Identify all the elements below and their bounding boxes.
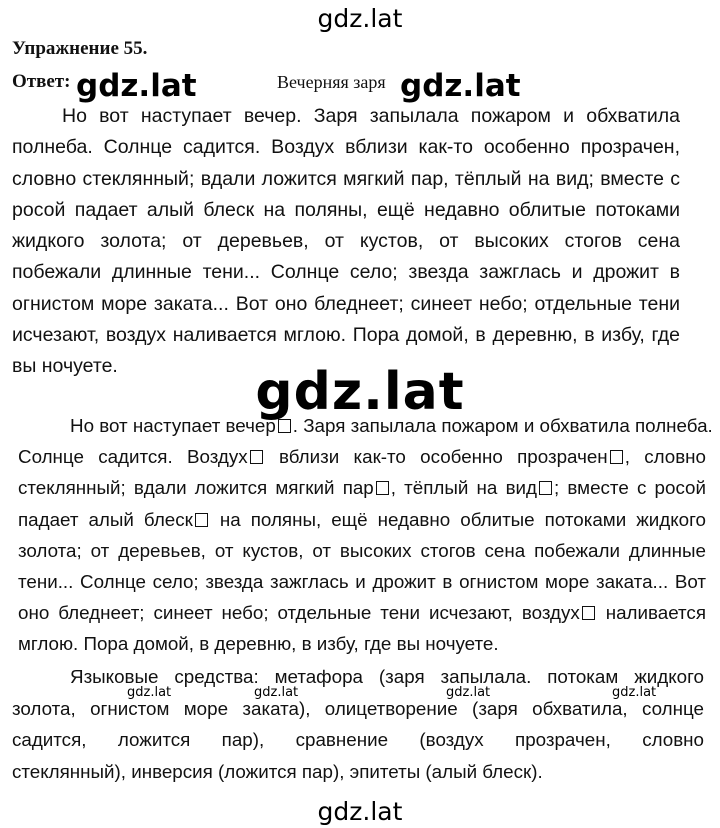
language-means — [12, 661, 704, 787]
watermark-answer-left: gdz.lat — [76, 68, 197, 104]
marked-line: оно бледнеет; синеет небо; отдельные тени исчезают, воздух наливается — [18, 602, 706, 624]
marked-line: мглою. Пора домой, в деревню, в избу, где вы ночуете. — [18, 633, 499, 655]
marked-line: Солнце садится. Воздух вблизи как-то особенно прозрачен , словно — [18, 446, 706, 468]
original-text-paragraph: Но вот наступает вечер. Заря запылала пожаром и обхватила полнеба. Солнце садится. Воздух вблизи как-то особенно прозрачен, словно стеклянный; вдали ложится мягкий пар, тёплый на вид; вместе с росой падает алый блеск на поляны, ещё недавно облитые потоками жидкого золота; от деревьев, от кустов, от высоких стогов сена побежали длинные тени... Солнце село; звезда зажглась и дрожит в огнистом море заката... Вот оно бледнеет; синеет небо; отдельные тени исчезают, воздух наливается мглою. Пора домой, в деревню, в избу, где вы ночуете. — [12, 105, 680, 378]
mark-box — [582, 606, 595, 620]
watermark-top: gdz.lat — [317, 4, 403, 33]
mark-box — [195, 513, 208, 527]
marked-text — [18, 410, 713, 660]
marked-line: стеклянный; вдали ложится мягкий пар , тёплый на вид ; вместе с росой — [18, 477, 706, 499]
marked-line: золота; от деревьев, от кустов, от высоких стогов сена побежали длинные — [18, 539, 706, 561]
language-means-line: золота, огнистом море заката), олицетворение (заря обхватила, солнце — [12, 697, 704, 719]
watermark-small: gdz.lat — [127, 685, 172, 700]
watermark-small: gdz.lat — [254, 685, 299, 700]
watermark-small: gdz.lat — [612, 685, 657, 700]
watermark-big: gdz.lat — [255, 362, 465, 422]
answer-label: Ответ: — [12, 71, 71, 92]
text-title: Вечерняя заря — [277, 72, 386, 92]
original-text — [12, 101, 680, 383]
marked-line: падает алый блеск на поляны, ещё недавно облитые потоками жидкого — [18, 508, 706, 530]
mark-box — [278, 419, 291, 433]
mark-box — [250, 450, 263, 464]
mark-box — [376, 481, 389, 495]
exercise-heading: Упражнение 55. — [12, 38, 148, 59]
language-means-line: стеклянный), инверсия (ложится пар), эпитеты (алый блеск). — [12, 760, 543, 782]
watermark-small: gdz.lat — [446, 685, 491, 700]
mark-box — [610, 450, 623, 464]
language-means-line: садится, ложится пар), сравнение (воздух прозрачен, словно — [12, 729, 704, 751]
marked-line: Но вот наступает вечер . Заря запылала пожаром и обхватила полнеба. — [70, 415, 713, 436]
language-means-line: Языковые средства: метафора (заря запылала. потокам жидкого — [70, 666, 704, 687]
watermark-answer-right: gdz.lat — [400, 68, 521, 104]
mark-box — [539, 481, 552, 495]
watermark-bottom: gdz.lat — [317, 797, 403, 826]
marked-line: тени... Солнце село; звезда зажглась и дрожит в огнистом море заката... Вот — [18, 571, 706, 593]
